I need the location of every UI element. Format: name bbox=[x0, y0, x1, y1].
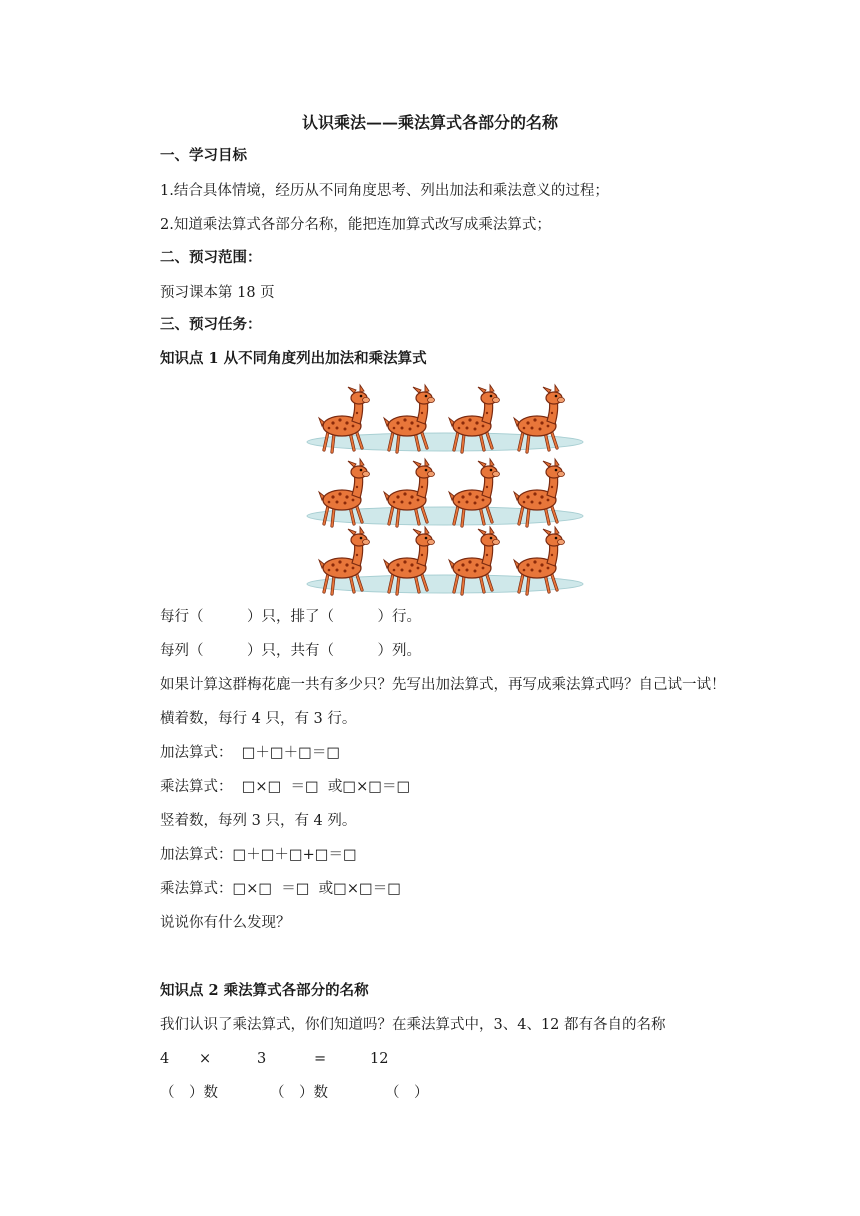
times-sign: × bbox=[199, 1051, 212, 1067]
vertical-addition: 加法算式：□＋□＋□+□＝□ bbox=[160, 847, 357, 863]
factor-a: 4 bbox=[160, 1051, 170, 1067]
section1-heading: 一、学习目标 bbox=[160, 147, 247, 164]
name-labels bbox=[160, 1083, 429, 1103]
deer-figure bbox=[300, 378, 590, 598]
column-count-line: 每列（ ）只，共有（ ）列。 bbox=[160, 643, 421, 659]
vertical-count-title: 竖着数，每列 3 只，有 4 列。 bbox=[160, 813, 357, 829]
kp2-heading: 知识点 2 乘法算式各部分的名称 bbox=[160, 982, 369, 999]
vertical-multiplication: 乘法算式：□×□ ＝□ 或□×□＝□ bbox=[160, 881, 401, 897]
section2-heading: 二、预习范围： bbox=[160, 249, 262, 266]
discover-prompt: 说说你有什么发现？ bbox=[160, 915, 291, 931]
label-product: （ ） bbox=[385, 1085, 429, 1101]
factor-b: 3 bbox=[257, 1051, 267, 1067]
section3-heading: 三、预习任务： bbox=[160, 316, 262, 333]
equals-sign: = bbox=[314, 1051, 327, 1067]
row-count-line: 每行（ ）只，排了（ ）行。 bbox=[160, 609, 421, 625]
objective-1: 1.结合具体情境，经历从不同角度思考、列出加法和乘法意义的过程； bbox=[160, 183, 609, 199]
objective-2: 2.知道乘法算式各部分名称，能把连加算式改写成乘法算式； bbox=[160, 217, 551, 233]
product: 12 bbox=[370, 1051, 389, 1067]
label-factor-1: （ ）数 bbox=[160, 1085, 218, 1101]
preview-range-text: 预习课本第 18 页 bbox=[160, 285, 275, 301]
kp1-heading: 知识点 1 从不同角度列出加法和乘法算式 bbox=[160, 350, 427, 367]
horizontal-count-title: 横着数，每行 4 只，有 3 行。 bbox=[160, 711, 357, 727]
horizontal-multiplication: 乘法算式： □×□ ＝□ 或□×□＝□ bbox=[160, 779, 411, 795]
horizontal-addition: 加法算式： □＋□＋□＝□ bbox=[160, 745, 341, 761]
example-equation bbox=[160, 1049, 388, 1069]
kp2-intro: 我们认识了乘法算式，你们知道吗？在乘法算式中，3、4、12 都有各自的名称 bbox=[160, 1017, 666, 1033]
label-factor-2: （ ）数 bbox=[270, 1085, 328, 1101]
question-line: 如果计算这群梅花鹿一共有多少只？先写出加法算式，再写成乘法算式吗？自己试一试！ bbox=[160, 677, 726, 693]
page-title: 认识乘法——乘法算式各部分的名称 bbox=[301, 113, 558, 132]
